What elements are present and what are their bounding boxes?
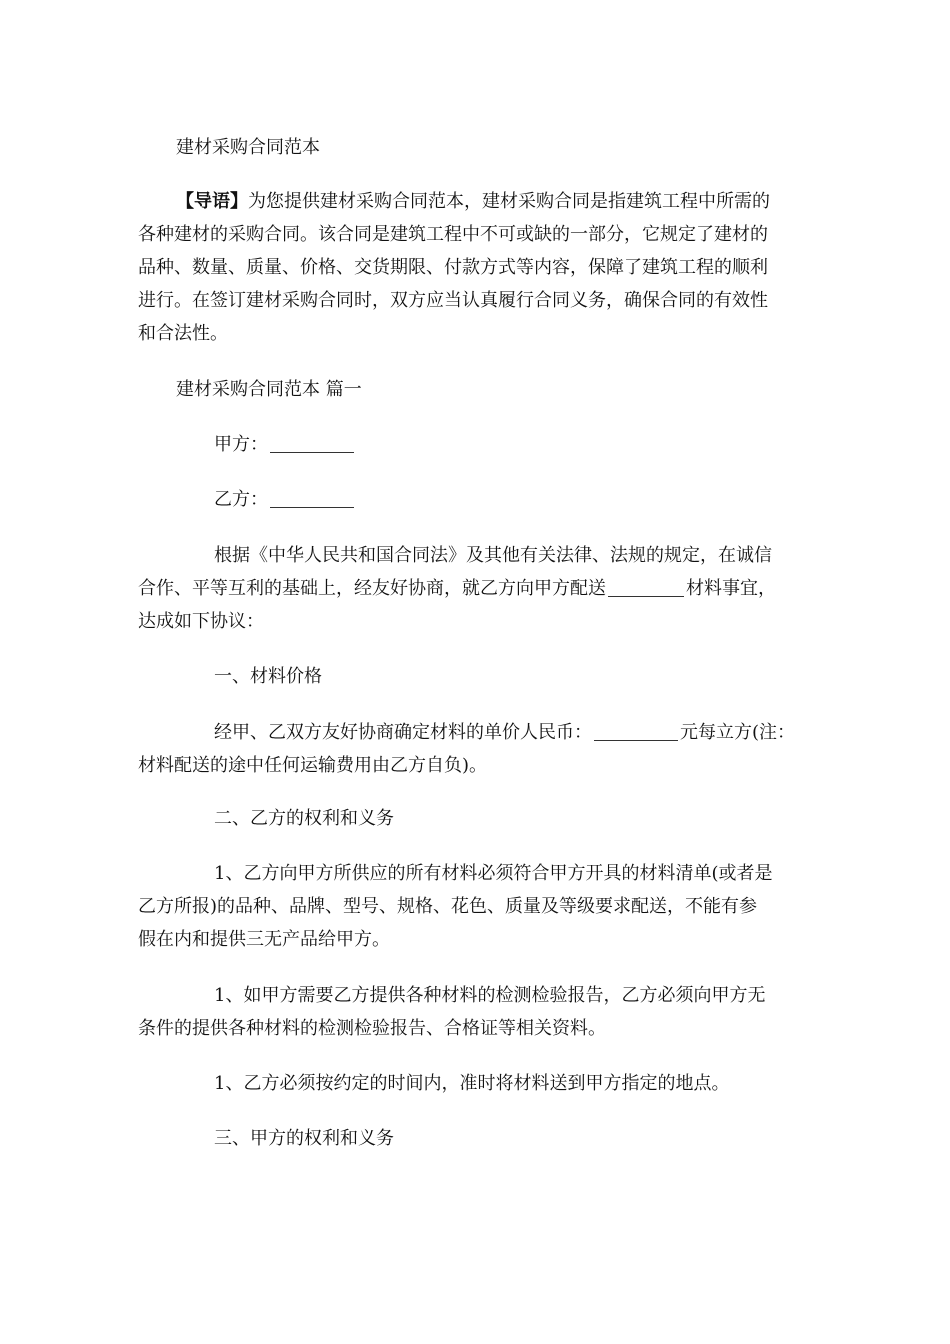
party-a-label: 甲方： — [214, 434, 268, 455]
section-2-item-3-line-1: 1、乙方必须按约定的时间内，准时将材料送到甲方指定的地点。 — [214, 1073, 730, 1094]
preamble-paragraph — [138, 539, 828, 638]
section-2-item-1-line-1: 1、乙方向甲方所供应的所有材料必须符合甲方开具的材料清单(或者是 — [214, 863, 773, 884]
party-a-row — [138, 428, 828, 461]
section-3-heading — [138, 1122, 828, 1155]
section-1-heading — [138, 660, 828, 693]
party-a-blank — [270, 434, 354, 453]
section-2-item-2 — [138, 979, 828, 1045]
section-2-heading — [138, 802, 828, 835]
party-b-blank — [270, 489, 354, 508]
intro-line-5: 和合法性。 — [138, 323, 228, 344]
title-text: 建材采购合同范本 — [176, 137, 320, 158]
intro-line-1-text: 为您提供建材采购合同范本，建材采购合同是指建筑工程中所需的 — [248, 191, 770, 212]
party-a-line — [138, 428, 828, 461]
intro-line-3: 品种、数量、质量、价格、交货期限、付款方式等内容，保障了建筑工程的顺利 — [138, 257, 768, 278]
section-2-heading-text: 二、乙方的权利和义务 — [214, 808, 394, 829]
intro-line-4: 进行。在签订建材采购合同时，双方应当认真履行合同义务，确保合同的有效性 — [138, 290, 768, 311]
section-2-item-1 — [138, 857, 828, 956]
section-1-paragraph — [138, 716, 828, 782]
section-2-item-2-line-2: 条件的提供各种材料的检测检验报告、合格证等相关资料。 — [138, 1018, 606, 1039]
preamble-line-2a: 合作、平等互利的基础上，经友好协商，就乙方向甲方配送 — [138, 578, 606, 599]
preamble-line-2 — [138, 572, 828, 605]
section-1-heading-text: 一、材料价格 — [214, 666, 322, 687]
section-2-item-2-line-1: 1、如甲方需要乙方提供各种材料的检测检验报告，乙方必须向甲方无 — [214, 985, 766, 1006]
subtitle-text: 建材采购合同范本 篇一 — [176, 379, 362, 400]
section-2-item-1-line-2: 乙方所报)的品种、品牌、型号、规格、花色、质量及等级要求配送，不能有参 — [138, 896, 758, 917]
section-1-line-2: 材料配送的途中任何运输费用由乙方自负)。 — [138, 755, 488, 776]
section-1-line-1a: 经甲、乙双方友好协商确定材料的单价人民币： — [214, 722, 592, 743]
intro-paragraph — [138, 185, 828, 350]
party-b-row — [138, 483, 828, 516]
section-1-line-1 — [138, 716, 828, 749]
document-title — [138, 131, 828, 164]
preamble-line-3: 达成如下协议： — [138, 611, 264, 632]
intro-line-1 — [138, 185, 828, 218]
section-2-item-1-line-3: 假在内和提供三无产品给甲方。 — [138, 929, 390, 950]
material-blank — [608, 578, 684, 597]
intro-label: 【导语】 — [176, 191, 248, 212]
section-2-item-3 — [138, 1067, 828, 1100]
party-b-label: 乙方： — [214, 489, 268, 510]
intro-line-2: 各种建材的采购合同。该合同是建筑工程中不可或缺的一部分，它规定了建材的 — [138, 224, 768, 245]
section-3-heading-text: 三、甲方的权利和义务 — [214, 1128, 394, 1149]
section-1-line-1b: 元每立方(注： — [680, 722, 796, 743]
contract-subtitle — [138, 373, 828, 406]
preamble-line-1: 根据《中华人民共和国合同法》及其他有关法律、法规的规定，在诚信 — [214, 545, 772, 566]
party-b-line — [138, 483, 828, 516]
price-blank — [594, 722, 678, 741]
preamble-line-2b: 材料事宜， — [686, 578, 776, 599]
